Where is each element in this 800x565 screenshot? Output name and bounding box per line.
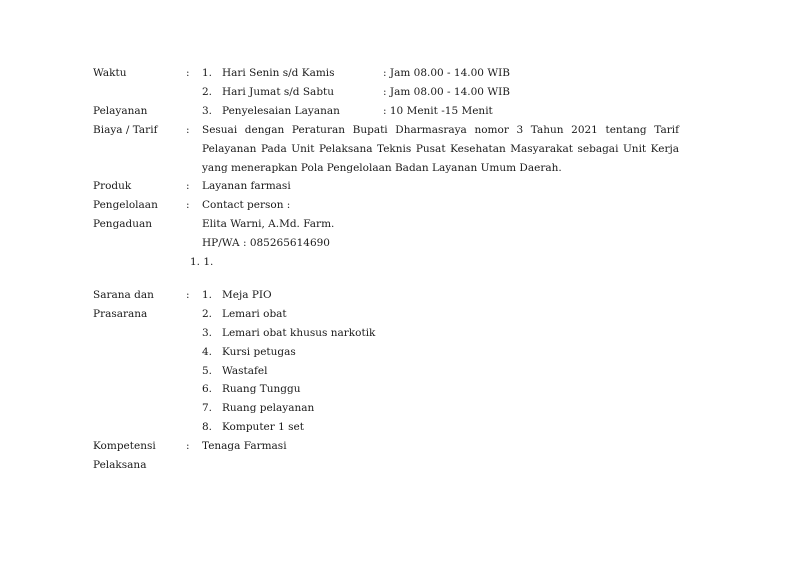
waktu-row-2-num: 2. [202, 86, 213, 98]
waktu-row-1-time: : Jam 08.00 - 14.00 WIB [383, 67, 510, 79]
sarana-item-3: Lemari obat khusus narkotik [222, 327, 376, 339]
pelayanan-item: Penyelesaian Layanan [222, 105, 340, 117]
biaya-colon: : [186, 124, 190, 136]
pelayanan-num: 3. [202, 105, 213, 117]
sarana-item-3-num: 3. [202, 327, 213, 339]
biaya-line-2: Pelayanan Pada Unit Pelaksana Teknis Pusat Kesehatan Masyarakat sebagai Unit Kerja [202, 143, 679, 155]
sarana-item-5-num: 5. [202, 365, 213, 377]
sarana-item-7: Ruang pelayanan [222, 402, 315, 414]
kompetensi-value: Tenaga Farmasi [202, 440, 287, 452]
biaya-line-3: yang menerapkan Pola Pengelolaan Badan Layanan Umum Daerah. [202, 162, 562, 174]
sarana-item-7-num: 7. [202, 402, 213, 414]
sarana-item-8: Komputer 1 set [222, 421, 304, 433]
prasarana-label: Prasarana [93, 308, 148, 320]
kompetensi-colon: : [186, 440, 190, 452]
sarana-colon: : [186, 289, 190, 301]
pengelolaan-label: Pengelolaan [93, 199, 158, 211]
waktu-row-1-num: 1. [202, 67, 213, 79]
biaya-label: Biaya / Tarif [93, 124, 158, 136]
sarana-label: Sarana dan [93, 289, 154, 301]
kompetensi-label: Kompetensi [93, 440, 156, 452]
sarana-item-5: Wastafel [222, 365, 268, 377]
pelayanan-time: : 10 Menit -15 Menit [383, 105, 493, 117]
produk-value: Layanan farmasi [202, 180, 291, 192]
sarana-item-2-num: 2. [202, 308, 213, 320]
pengelolaan-colon: : [186, 199, 190, 211]
sarana-item-1-num: 1. [202, 289, 213, 301]
sarana-item-8-num: 8. [202, 421, 213, 433]
waktu-label: Waktu [93, 67, 127, 79]
sarana-item-2: Lemari obat [222, 308, 287, 320]
contact-phone: HP/WA : 085265614690 [202, 237, 330, 249]
waktu-colon: : [186, 67, 190, 79]
produk-label: Produk [93, 180, 132, 192]
sarana-item-1: Meja PIO [222, 289, 272, 301]
waktu-row-1-day: Hari Senin s/d Kamis [222, 67, 335, 79]
contact-person-label: Contact person : [202, 199, 291, 211]
biaya-line-1: Sesuai dengan Peraturan Bupati Dharmasraya nomor 3 Tahun 2021 tentang Tarif [202, 124, 679, 136]
pelayanan-label: Pelayanan [93, 105, 148, 117]
sarana-item-4-num: 4. [202, 346, 213, 358]
pelaksana-label: Pelaksana [93, 459, 147, 471]
sarana-item-4: Kursi petugas [222, 346, 296, 358]
contact-name: Elita Warni, A.Md. Farm. [202, 218, 335, 230]
sarana-item-6: Ruang Tunggu [222, 383, 301, 395]
biaya-paragraph [202, 121, 679, 178]
waktu-row-2-day: Hari Jumat s/d Sabtu [222, 86, 335, 98]
produk-colon: : [186, 180, 190, 192]
waktu-row-2-time: : Jam 08.00 - 14.00 WIB [383, 86, 510, 98]
stray-numbering: 1. 1. [190, 256, 214, 268]
sarana-item-6-num: 6. [202, 383, 213, 395]
pengaduan-label: Pengaduan [93, 218, 153, 230]
